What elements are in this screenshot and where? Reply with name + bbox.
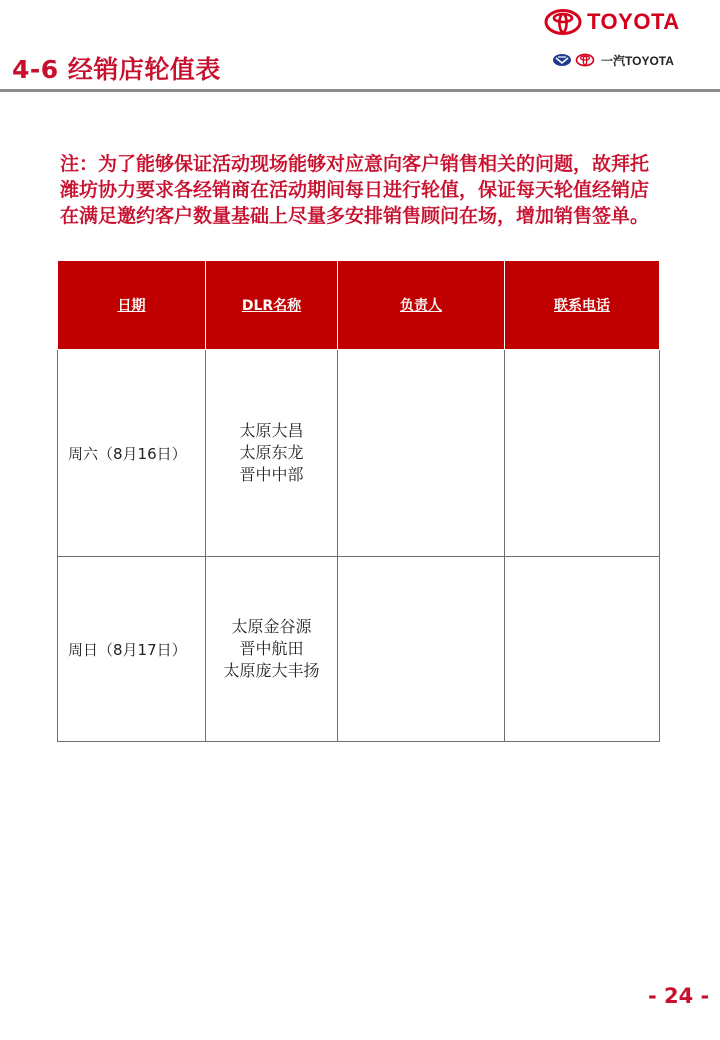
faw-emblem-icon [552, 53, 572, 67]
phone-cell [505, 557, 660, 742]
owner-cell [338, 350, 505, 557]
dealer-list [206, 350, 338, 557]
rota-note: 注：为了能够保证活动现场能够对应意向客户销售相关的问题，故拜托潍坊协力要求各经销商在活动期间每日进行轮值，保证每天轮值经销店在满足邀约客户数量基础上尽量多安排销售顾问在场，增加销售签单。 [60, 153, 650, 227]
table-row [58, 557, 660, 742]
dealer-name: 太原金谷源 [231, 617, 312, 636]
column-header-owner: 负责人 [338, 261, 505, 350]
rota-date: 周六（8月16日） [58, 350, 206, 557]
faw-toyota-logo [552, 51, 674, 69]
table-header-row [58, 261, 660, 350]
toyota-emblem-icon [544, 9, 582, 35]
column-header-date: 日期 [58, 261, 206, 350]
rota-date: 周日（8月17日） [58, 557, 206, 742]
dealer-rota-table [57, 260, 660, 742]
page-title: 4-6 经销店轮值表 [12, 55, 221, 84]
dealer-name: 晋中中部 [239, 465, 304, 484]
owner-cell [338, 557, 505, 742]
page-number: - 24 - [648, 984, 710, 1008]
column-header-dlr-name: DLR名称 [206, 261, 338, 350]
toyota-wordmark: TOYOTA [587, 9, 680, 34]
toyota-logo [544, 8, 680, 36]
table-row [58, 350, 660, 557]
phone-cell [505, 350, 660, 557]
dealer-name: 太原大昌 [239, 421, 304, 440]
title-divider [0, 89, 720, 92]
dealer-name: 太原东龙 [239, 443, 304, 462]
toyota-small-emblem-icon [575, 53, 595, 67]
faw-toyota-wordmark: 一汽TOYOTA [601, 53, 674, 68]
dealer-name: 晋中航田 [239, 639, 304, 658]
dealer-name: 太原庞大丰扬 [223, 661, 320, 680]
column-header-phone: 联系电话 [505, 261, 660, 350]
dealer-list [206, 557, 338, 742]
